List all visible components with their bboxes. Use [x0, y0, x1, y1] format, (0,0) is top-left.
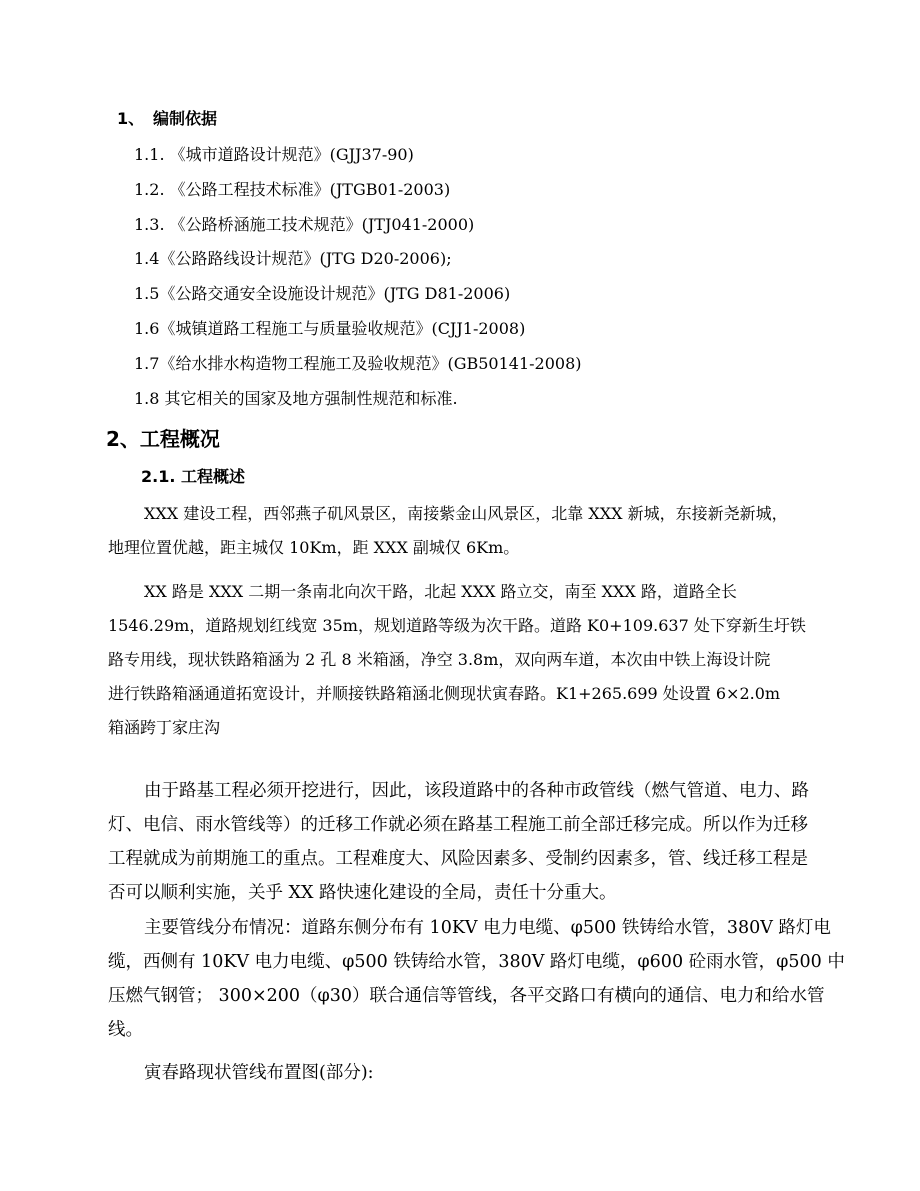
paragraph-line: 灯、电信、雨水管线等）的迁移工作就必须在路基工程施工前全部迁移完成。所以作为迁移: [108, 815, 808, 835]
paragraph-line: 线。: [108, 1020, 143, 1040]
paragraph-line: 路专用线，现状铁路箱涵为 2 孔 8 米箱涵，净空 3.8m，双向两车道，本次由中铁上海设计院: [108, 650, 771, 669]
paragraph-line: 由于路基工程必须开挖进行，因此，该段道路中的各种市政管线（燃气管道、电力、路: [144, 781, 809, 801]
paragraph-line: XXX 建设工程，西邻燕子矶风景区，南接紫金山风景区，北靠 XXX 新城，东接新尧新城，: [144, 504, 788, 523]
paragraph-line: 1546.29m，道路规划红线宽 35m，规划道路等级为次干路。道路 K0+109.637 处下穿新生圩铁: [108, 616, 806, 635]
section-1-title: 编制依据: [153, 109, 218, 128]
paragraph-pipeline-distribution: [108, 911, 845, 1047]
figure-caption-text: 寅春路现状管线布置图(部分):: [144, 1063, 374, 1083]
paragraph-line: 地理位置优越，距主城仅 10Km，距 XXX 副城仅 6Km。: [108, 538, 520, 557]
section-1-heading: [117, 108, 217, 130]
reference-item: 1.1. 《城市道路设计规范》(GJJ37-90): [134, 145, 414, 164]
reference-item: 1.6《城镇道路工程施工与质量验收规范》(CJJ1-2008): [134, 319, 526, 338]
reference-item: 1.3. 《公路桥涵施工技术规范》(JTJ041-2000): [134, 215, 475, 234]
paragraph-project-location: [108, 497, 834, 565]
paragraph-line: 否可以顺利实施，关乎 XX 路快速化建设的全局，责任十分重大。: [108, 883, 617, 903]
reference-item: 1.4《公路路线设计规范》(JTG D20-2006);: [134, 249, 452, 268]
reference-item: 1.8 其它相关的国家及地方强制性规范和标准.: [134, 389, 458, 408]
figure-caption: [108, 1056, 836, 1090]
paragraph-line: XX 路是 XXX 二期一条南北向次干路，北起 XXX 路立交，南至 XXX 路，道路全长: [144, 582, 737, 601]
reference-item: 1.2. 《公路工程技术标准》(JTGB01-2003): [134, 180, 451, 199]
paragraph-road-description: [108, 575, 834, 745]
section-1-number: 1、: [117, 109, 145, 128]
paragraph-line: 进行铁路箱涵通道拓宽设计，并顺接铁路箱涵北侧现状寅春路。K1+265.699 处设置 6×2.0m: [108, 684, 781, 703]
paragraph-line: 工程就成为前期施工的重点。工程难度大、风险因素多、受制约因素多，管、线迁移工程是: [108, 849, 808, 869]
reference-item: 1.7《给水排水构造物工程施工及验收规范》(GB50141-2008): [134, 354, 582, 373]
paragraph-line: 箱涵跨丁家庄沟: [108, 718, 221, 737]
paragraph-line: 压燃气钢管； 300×200（φ30）联合通信等管线，各平交路口有横向的通信、电力和给水管: [108, 986, 825, 1006]
reference-item: 1.5《公路交通安全设施设计规范》(JTG D81-2006): [134, 284, 511, 303]
subsection-2-1-heading: 2.1. 工程概述: [141, 467, 245, 486]
paragraph-line: 主要管线分布情况：道路东侧分布有 10KV 电力电缆、φ500 铁铸给水管，380V 路灯电: [144, 918, 831, 938]
paragraph-pipeline-relocation: [108, 774, 836, 910]
paragraph-line: 缆，西侧有 10KV 电力电缆、φ500 铁铸给水管，380V 路灯电缆，φ600 砼雨水管，φ500 中: [108, 952, 845, 972]
section-2-heading: 2、工程概况: [106, 427, 220, 451]
